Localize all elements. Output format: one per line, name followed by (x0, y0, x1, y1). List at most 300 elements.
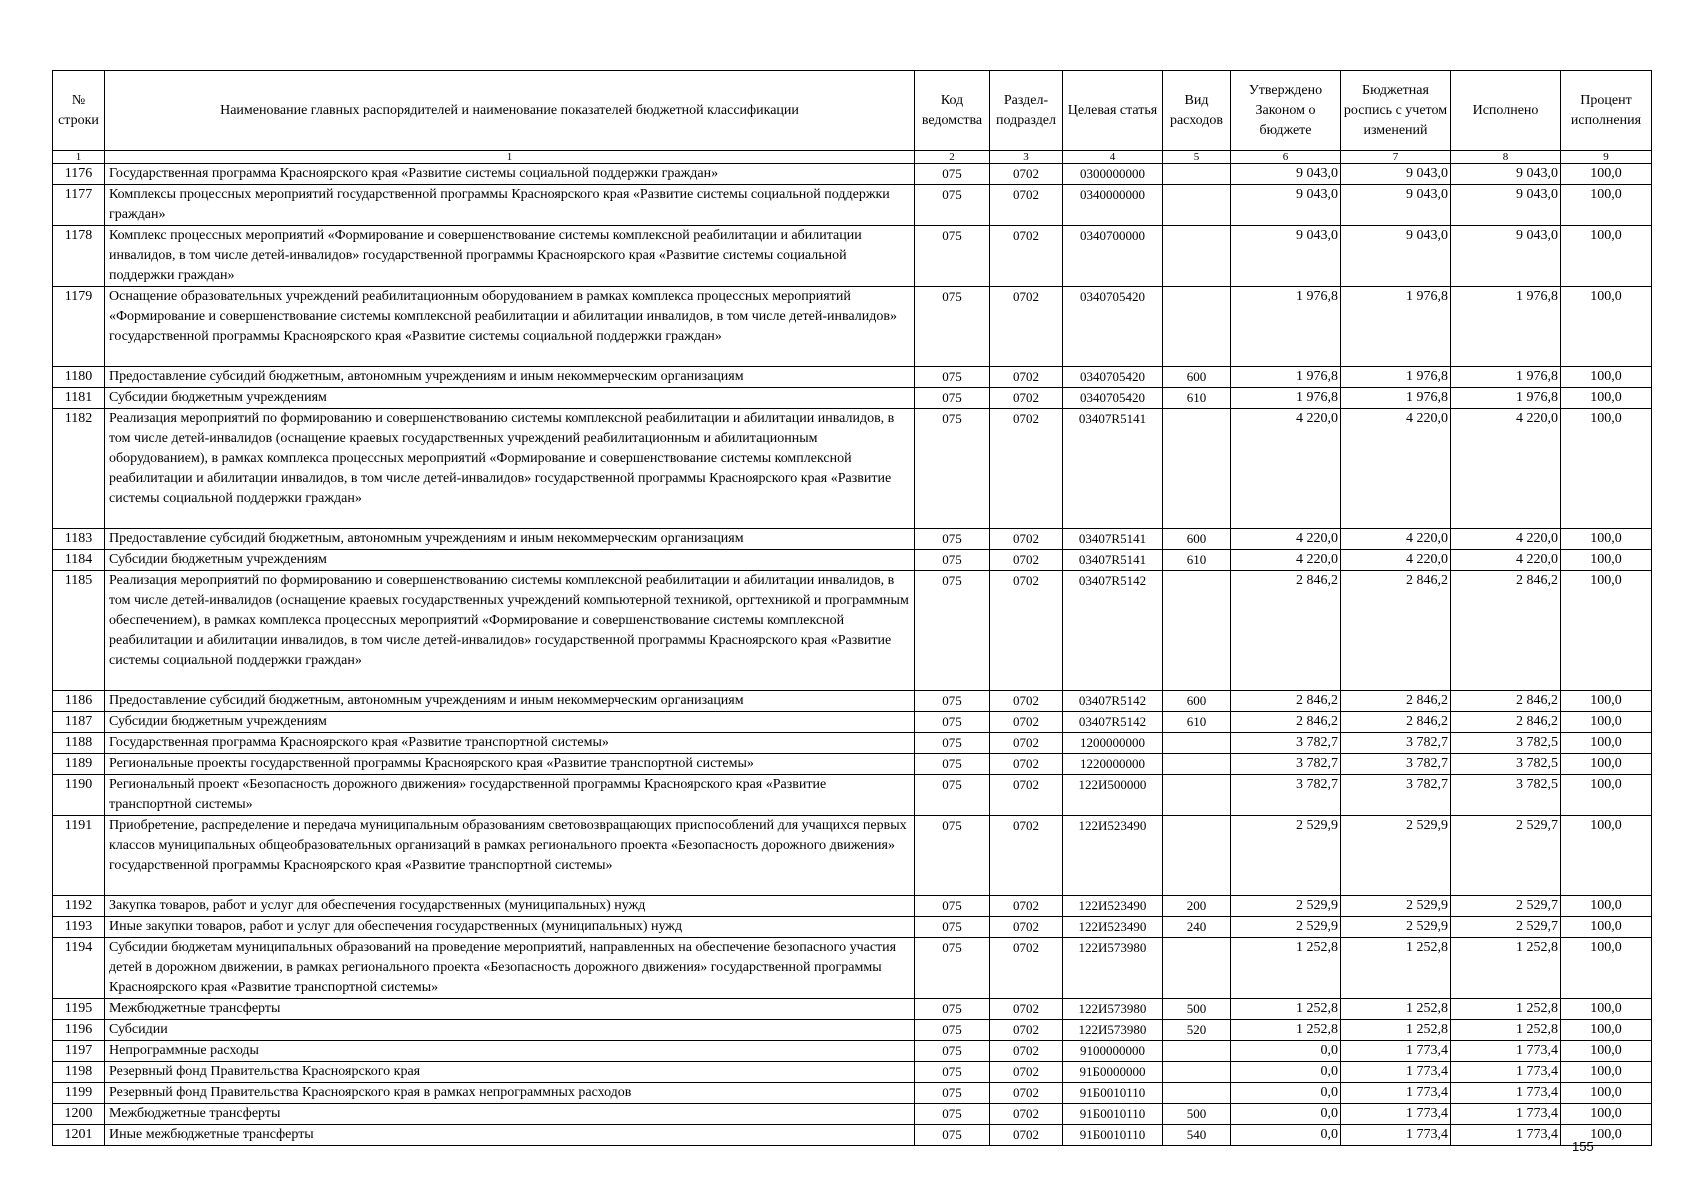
budget-amount: 3 782,7 (1341, 775, 1451, 816)
expense-type (1163, 571, 1231, 691)
row-name: Приобретение, распределение и передача муниципальным образованиям световозвращающих приспособлений для учащихся первых классов муниципальных общеобразовательных организаций в рамках регионального проекта «Безопасность дорожного движения» государственной программы Красноярского края «Развитие транспортной системы» (105, 816, 915, 896)
execution-percent: 100,0 (1561, 550, 1652, 571)
row-name: Иные межбюджетные трансферты (105, 1125, 915, 1146)
target-article: 0340705420 (1063, 287, 1163, 367)
approved-amount: 0,0 (1231, 1041, 1341, 1062)
department-code: 075 (915, 917, 990, 938)
row-number: 1189 (53, 754, 105, 775)
row-name: Региональные проекты государственной программы Красноярского края «Развитие транспортной системы» (105, 754, 915, 775)
row-number: 1196 (53, 1020, 105, 1041)
row-number: 1180 (53, 367, 105, 388)
executed-amount: 2 529,7 (1451, 896, 1561, 917)
expense-type (1163, 287, 1231, 367)
approved-amount: 3 782,7 (1231, 775, 1341, 816)
table-body (53, 164, 1652, 1146)
executed-amount: 1 976,8 (1451, 367, 1561, 388)
executed-amount: 2 846,2 (1451, 691, 1561, 712)
target-article: 1200000000 (1063, 733, 1163, 754)
approved-amount: 1 976,8 (1231, 287, 1341, 367)
column-number: 1 (105, 151, 915, 164)
execution-percent: 100,0 (1561, 1083, 1652, 1104)
row-name: Субсидии бюджетным учреждениям (105, 712, 915, 733)
target-article: 1220000000 (1063, 754, 1163, 775)
expense-type (1163, 164, 1231, 185)
execution-percent: 100,0 (1561, 1125, 1652, 1146)
budget-amount: 9 043,0 (1341, 226, 1451, 287)
row-number: 1184 (53, 550, 105, 571)
expense-type (1163, 775, 1231, 816)
executed-amount: 1 773,4 (1451, 1125, 1561, 1146)
column-number: 8 (1451, 151, 1561, 164)
section-code: 0702 (990, 712, 1063, 733)
target-article: 0340700000 (1063, 226, 1163, 287)
target-article: 03407R5142 (1063, 571, 1163, 691)
row-number: 1177 (53, 185, 105, 226)
target-article: 03407R5142 (1063, 712, 1163, 733)
section-code: 0702 (990, 999, 1063, 1020)
department-code: 075 (915, 754, 990, 775)
expense-type (1163, 1041, 1231, 1062)
section-code: 0702 (990, 816, 1063, 896)
expense-type: 610 (1163, 388, 1231, 409)
approved-amount: 2 529,9 (1231, 896, 1341, 917)
execution-percent: 100,0 (1561, 712, 1652, 733)
row-number: 1178 (53, 226, 105, 287)
section-code: 0702 (990, 529, 1063, 550)
executed-amount: 2 846,2 (1451, 571, 1561, 691)
budget-amount: 2 529,9 (1341, 896, 1451, 917)
row-number: 1181 (53, 388, 105, 409)
department-code: 075 (915, 185, 990, 226)
column-number: 4 (1063, 151, 1163, 164)
executed-amount: 9 043,0 (1451, 164, 1561, 185)
row-number: 1186 (53, 691, 105, 712)
target-article: 122И573980 (1063, 1020, 1163, 1041)
executed-amount: 2 846,2 (1451, 712, 1561, 733)
row-number: 1188 (53, 733, 105, 754)
executed-amount: 3 782,5 (1451, 775, 1561, 816)
execution-percent: 100,0 (1561, 775, 1652, 816)
row-name: Субсидии бюджетам муниципальных образований на проведение мероприятий, направленных на обеспечение безопасного участия детей в дорожном движении, в рамках регионального проекта «Безопасность дорожного движения» государственной программы Красноярского края «Развитие транспортной системы» (105, 938, 915, 999)
column-number: 1 (53, 151, 105, 164)
row-number: 1179 (53, 287, 105, 367)
header-row-number: № строки (53, 71, 105, 151)
approved-amount: 3 782,7 (1231, 733, 1341, 754)
approved-amount: 2 529,9 (1231, 917, 1341, 938)
executed-amount: 9 043,0 (1451, 226, 1561, 287)
column-number: 7 (1341, 151, 1451, 164)
budget-amount: 1 976,8 (1341, 367, 1451, 388)
target-article: 03407R5142 (1063, 691, 1163, 712)
executed-amount: 1 773,4 (1451, 1062, 1561, 1083)
execution-percent: 100,0 (1561, 1062, 1652, 1083)
row-number: 1191 (53, 816, 105, 896)
execution-percent: 100,0 (1561, 917, 1652, 938)
approved-amount: 9 043,0 (1231, 226, 1341, 287)
expense-type: 600 (1163, 367, 1231, 388)
row-name: Непрограммные расходы (105, 1041, 915, 1062)
executed-amount: 3 782,5 (1451, 754, 1561, 775)
table-row (53, 775, 1652, 816)
approved-amount: 1 252,8 (1231, 938, 1341, 999)
table-row (53, 816, 1652, 896)
expense-type (1163, 938, 1231, 999)
table-row (53, 733, 1652, 754)
executed-amount: 1 976,8 (1451, 287, 1561, 367)
target-article: 122И523490 (1063, 917, 1163, 938)
target-article: 91Б0000000 (1063, 1062, 1163, 1083)
section-code: 0702 (990, 1062, 1063, 1083)
table-row (53, 917, 1652, 938)
executed-amount: 2 529,7 (1451, 816, 1561, 896)
execution-percent: 100,0 (1561, 367, 1652, 388)
execution-percent: 100,0 (1561, 226, 1652, 287)
expense-type: 500 (1163, 1104, 1231, 1125)
row-number: 1190 (53, 775, 105, 816)
section-code: 0702 (990, 571, 1063, 691)
row-name: Предоставление субсидий бюджетным, автономным учреждениям и иным некоммерческим организациям (105, 529, 915, 550)
header-section: Раздел-подраздел (990, 71, 1063, 151)
section-code: 0702 (990, 367, 1063, 388)
budget-amount: 2 529,9 (1341, 816, 1451, 896)
column-number: 6 (1231, 151, 1341, 164)
expense-type: 540 (1163, 1125, 1231, 1146)
page-number: 155 (1572, 1139, 1594, 1154)
section-code: 0702 (990, 409, 1063, 529)
execution-percent: 100,0 (1561, 733, 1652, 754)
executed-amount: 1 773,4 (1451, 1104, 1561, 1125)
row-name: Реализация мероприятий по формированию и совершенствованию системы комплексной реабилитации и абилитации инвалидов, в том числе детей-инвалидов (оснащение краевых государственных учреждений компьютерной техникой, оргтехникой и программным обеспечением), в рамках комплекса процессных мероприятий «Формирование и совершенствование системы комплексной реабилитации и абилитации инвалидов, в том числе детей-инвалидов» государственной программы Красноярского края «Развитие системы социальной поддержки граждан» (105, 571, 915, 691)
table-row (53, 164, 1652, 185)
header-budget-schedule: Бюджетная роспись с учетом изменений (1341, 71, 1451, 151)
approved-amount: 2 846,2 (1231, 712, 1341, 733)
target-article: 0340705420 (1063, 367, 1163, 388)
execution-percent: 100,0 (1561, 999, 1652, 1020)
section-code: 0702 (990, 1020, 1063, 1041)
row-number: 1185 (53, 571, 105, 691)
approved-amount: 2 846,2 (1231, 571, 1341, 691)
execution-percent: 100,0 (1561, 388, 1652, 409)
row-number: 1182 (53, 409, 105, 529)
budget-amount: 9 043,0 (1341, 164, 1451, 185)
table-row (53, 1104, 1652, 1125)
budget-amount: 1 773,4 (1341, 1062, 1451, 1083)
execution-percent: 100,0 (1561, 571, 1652, 691)
section-code: 0702 (990, 185, 1063, 226)
execution-percent: 100,0 (1561, 896, 1652, 917)
table-row (53, 409, 1652, 529)
row-name: Предоставление субсидий бюджетным, автономным учреждениям и иным некоммерческим организациям (105, 691, 915, 712)
budget-amount: 1 976,8 (1341, 388, 1451, 409)
section-code: 0702 (990, 226, 1063, 287)
table-row (53, 1083, 1652, 1104)
expense-type (1163, 733, 1231, 754)
row-number: 1183 (53, 529, 105, 550)
budget-amount: 1 773,4 (1341, 1104, 1451, 1125)
target-article: 0300000000 (1063, 164, 1163, 185)
section-code: 0702 (990, 388, 1063, 409)
target-article: 03407R5141 (1063, 529, 1163, 550)
approved-amount: 0,0 (1231, 1104, 1341, 1125)
column-number: 2 (915, 151, 990, 164)
department-code: 075 (915, 1020, 990, 1041)
table-row (53, 571, 1652, 691)
row-name: Межбюджетные трансферты (105, 1104, 915, 1125)
row-number: 1192 (53, 896, 105, 917)
target-article: 91Б0010110 (1063, 1125, 1163, 1146)
expense-type: 500 (1163, 999, 1231, 1020)
target-article: 122И500000 (1063, 775, 1163, 816)
execution-percent: 100,0 (1561, 287, 1652, 367)
department-code: 075 (915, 164, 990, 185)
section-code: 0702 (990, 896, 1063, 917)
row-number: 1176 (53, 164, 105, 185)
table-row (53, 367, 1652, 388)
target-article: 91Б0010110 (1063, 1083, 1163, 1104)
section-code: 0702 (990, 775, 1063, 816)
expense-type (1163, 226, 1231, 287)
target-article: 03407R5141 (1063, 409, 1163, 529)
expense-type (1163, 409, 1231, 529)
row-number: 1199 (53, 1083, 105, 1104)
expense-type (1163, 816, 1231, 896)
target-article: 0340000000 (1063, 185, 1163, 226)
execution-percent: 100,0 (1561, 938, 1652, 999)
row-name: Субсидии бюджетным учреждениям (105, 388, 915, 409)
section-code: 0702 (990, 1104, 1063, 1125)
department-code: 075 (915, 938, 990, 999)
row-name: Государственная программа Красноярского края «Развитие транспортной системы» (105, 733, 915, 754)
approved-amount: 4 220,0 (1231, 409, 1341, 529)
target-article: 9100000000 (1063, 1041, 1163, 1062)
header-approved: Утверждено Законом о бюджете (1231, 71, 1341, 151)
row-name: Государственная программа Красноярского края «Развитие системы социальной поддержки граждан» (105, 164, 915, 185)
budget-amount: 1 252,8 (1341, 938, 1451, 999)
execution-percent: 100,0 (1561, 1041, 1652, 1062)
approved-amount: 0,0 (1231, 1062, 1341, 1083)
department-code: 075 (915, 226, 990, 287)
expense-type: 610 (1163, 550, 1231, 571)
expense-type: 610 (1163, 712, 1231, 733)
budget-amount: 9 043,0 (1341, 185, 1451, 226)
table-row (53, 691, 1652, 712)
approved-amount: 0,0 (1231, 1125, 1341, 1146)
row-name: Иные закупки товаров, работ и услуг для обеспечения государственных (муниципальных) нужд (105, 917, 915, 938)
executed-amount: 1 773,4 (1451, 1083, 1561, 1104)
table-row (53, 938, 1652, 999)
execution-percent: 100,0 (1561, 529, 1652, 550)
column-number: 9 (1561, 151, 1652, 164)
approved-amount: 1 252,8 (1231, 999, 1341, 1020)
section-code: 0702 (990, 691, 1063, 712)
budget-amount: 1 773,4 (1341, 1125, 1451, 1146)
department-code: 075 (915, 550, 990, 571)
budget-amount: 2 846,2 (1341, 691, 1451, 712)
department-code: 075 (915, 712, 990, 733)
table-row (53, 754, 1652, 775)
row-name: Оснащение образовательных учреждений реабилитационным оборудованием в рамках комплекса процессных мероприятий «Формирование и совершенствование системы комплексной реабилитации и абилитации инвалидов, в том числе детей-инвалидов» государственной программы Красноярского края «Развитие системы социальной поддержки граждан» (105, 287, 915, 367)
execution-percent: 100,0 (1561, 1104, 1652, 1125)
department-code: 075 (915, 1041, 990, 1062)
row-number: 1197 (53, 1041, 105, 1062)
row-name: Субсидии (105, 1020, 915, 1041)
row-number: 1201 (53, 1125, 105, 1146)
approved-amount: 2 529,9 (1231, 816, 1341, 896)
row-name: Закупка товаров, работ и услуг для обеспечения государственных (муниципальных) нужд (105, 896, 915, 917)
department-code: 075 (915, 388, 990, 409)
row-name: Предоставление субсидий бюджетным, автономным учреждениям и иным некоммерческим организациям (105, 367, 915, 388)
table-row (53, 185, 1652, 226)
section-code: 0702 (990, 1125, 1063, 1146)
execution-percent: 100,0 (1561, 816, 1652, 896)
budget-amount: 4 220,0 (1341, 550, 1451, 571)
executed-amount: 9 043,0 (1451, 185, 1561, 226)
approved-amount: 4 220,0 (1231, 529, 1341, 550)
row-name: Резервный фонд Правительства Красноярского края (105, 1062, 915, 1083)
header-name: Наименование главных распорядителей и наименование показателей бюджетной классификации (105, 71, 915, 151)
approved-amount: 3 782,7 (1231, 754, 1341, 775)
executed-amount: 1 773,4 (1451, 1041, 1561, 1062)
budget-amount: 2 529,9 (1341, 917, 1451, 938)
expense-type: 200 (1163, 896, 1231, 917)
budget-amount: 1 252,8 (1341, 999, 1451, 1020)
department-code: 075 (915, 816, 990, 896)
budget-execution-table (52, 70, 1652, 1146)
header-executed: Исполнено (1451, 71, 1561, 151)
table-header (53, 71, 1652, 164)
approved-amount: 1 976,8 (1231, 388, 1341, 409)
expense-type: 240 (1163, 917, 1231, 938)
execution-percent: 100,0 (1561, 754, 1652, 775)
execution-percent: 100,0 (1561, 164, 1652, 185)
department-code: 075 (915, 571, 990, 691)
row-name: Межбюджетные трансферты (105, 999, 915, 1020)
budget-amount: 4 220,0 (1341, 409, 1451, 529)
department-code: 075 (915, 1062, 990, 1083)
budget-amount: 3 782,7 (1341, 754, 1451, 775)
header-department-code: Код ведомства (915, 71, 990, 151)
budget-table-sheet (52, 70, 1652, 1146)
department-code: 075 (915, 529, 990, 550)
section-code: 0702 (990, 1083, 1063, 1104)
budget-amount: 1 773,4 (1341, 1083, 1451, 1104)
execution-percent: 100,0 (1561, 409, 1652, 529)
row-name: Комплексы процессных мероприятий государственной программы Красноярского края «Развитие системы социальной поддержки граждан» (105, 185, 915, 226)
department-code: 075 (915, 1125, 990, 1146)
table-row (53, 896, 1652, 917)
column-number: 3 (990, 151, 1063, 164)
department-code: 075 (915, 733, 990, 754)
table-row (53, 1041, 1652, 1062)
header-target-article: Целевая статья (1063, 71, 1163, 151)
expense-type (1163, 754, 1231, 775)
row-number: 1198 (53, 1062, 105, 1083)
expense-type (1163, 1083, 1231, 1104)
table-row (53, 999, 1652, 1020)
target-article: 122И573980 (1063, 938, 1163, 999)
approved-amount: 4 220,0 (1231, 550, 1341, 571)
column-number: 5 (1163, 151, 1231, 164)
section-code: 0702 (990, 938, 1063, 999)
approved-amount: 9 043,0 (1231, 185, 1341, 226)
department-code: 075 (915, 409, 990, 529)
table-row (53, 1062, 1652, 1083)
target-article: 0340705420 (1063, 388, 1163, 409)
approved-amount: 0,0 (1231, 1083, 1341, 1104)
executed-amount: 4 220,0 (1451, 409, 1561, 529)
budget-amount: 1 976,8 (1341, 287, 1451, 367)
budget-amount: 2 846,2 (1341, 712, 1451, 733)
row-number: 1193 (53, 917, 105, 938)
department-code: 075 (915, 1104, 990, 1125)
executed-amount: 1 252,8 (1451, 999, 1561, 1020)
table-row (53, 550, 1652, 571)
row-name: Комплекс процессных мероприятий «Формирование и совершенствование системы комплексной реабилитации и абилитации инвалидов, в том числе детей-инвалидов» государственной программы Красноярского края «Развитие системы социальной поддержки граждан» (105, 226, 915, 287)
department-code: 075 (915, 775, 990, 816)
row-name: Субсидии бюджетным учреждениям (105, 550, 915, 571)
execution-percent: 100,0 (1561, 1020, 1652, 1041)
budget-amount: 4 220,0 (1341, 529, 1451, 550)
execution-percent: 100,0 (1561, 185, 1652, 226)
expense-type: 520 (1163, 1020, 1231, 1041)
target-article: 122И523490 (1063, 816, 1163, 896)
target-article: 122И523490 (1063, 896, 1163, 917)
row-number: 1194 (53, 938, 105, 999)
executed-amount: 3 782,5 (1451, 733, 1561, 754)
table-row (53, 388, 1652, 409)
table-row (53, 712, 1652, 733)
section-code: 0702 (990, 917, 1063, 938)
budget-amount: 3 782,7 (1341, 733, 1451, 754)
row-number: 1200 (53, 1104, 105, 1125)
expense-type: 600 (1163, 529, 1231, 550)
executed-amount: 1 252,8 (1451, 938, 1561, 999)
approved-amount: 9 043,0 (1231, 164, 1341, 185)
section-code: 0702 (990, 754, 1063, 775)
target-article: 03407R5141 (1063, 550, 1163, 571)
expense-type (1163, 185, 1231, 226)
executed-amount: 2 529,7 (1451, 917, 1561, 938)
header-percent: Процент исполнения (1561, 71, 1652, 151)
department-code: 075 (915, 1083, 990, 1104)
budget-amount: 2 846,2 (1341, 571, 1451, 691)
budget-amount: 1 252,8 (1341, 1020, 1451, 1041)
section-code: 0702 (990, 287, 1063, 367)
header-expense-type: Вид расходов (1163, 71, 1231, 151)
executed-amount: 1 976,8 (1451, 388, 1561, 409)
section-code: 0702 (990, 164, 1063, 185)
target-article: 91Б0010110 (1063, 1104, 1163, 1125)
department-code: 075 (915, 896, 990, 917)
section-code: 0702 (990, 1041, 1063, 1062)
target-article: 122И573980 (1063, 999, 1163, 1020)
table-row (53, 287, 1652, 367)
row-name: Реализация мероприятий по формированию и совершенствованию системы комплексной реабилитации и абилитации инвалидов, в том числе детей-инвалидов (оснащение краевых государственных учреждений реабилитационным и абилитационным оборудованием), в рамках комплекса процессных мероприятий «Формирование и совершенствование системы комплексной реабилитации и абилитации инвалидов, в том числе детей-инвалидов» государственной программы Красноярского края «Развитие системы социальной поддержки граждан» (105, 409, 915, 529)
approved-amount: 1 252,8 (1231, 1020, 1341, 1041)
expense-type (1163, 1062, 1231, 1083)
row-name: Резервный фонд Правительства Красноярского края в рамках непрограммных расходов (105, 1083, 915, 1104)
executed-amount: 4 220,0 (1451, 529, 1561, 550)
row-number: 1195 (53, 999, 105, 1020)
table-row (53, 1020, 1652, 1041)
execution-percent: 100,0 (1561, 691, 1652, 712)
department-code: 075 (915, 287, 990, 367)
department-code: 075 (915, 691, 990, 712)
table-row (53, 529, 1652, 550)
expense-type: 600 (1163, 691, 1231, 712)
table-row (53, 226, 1652, 287)
approved-amount: 1 976,8 (1231, 367, 1341, 388)
